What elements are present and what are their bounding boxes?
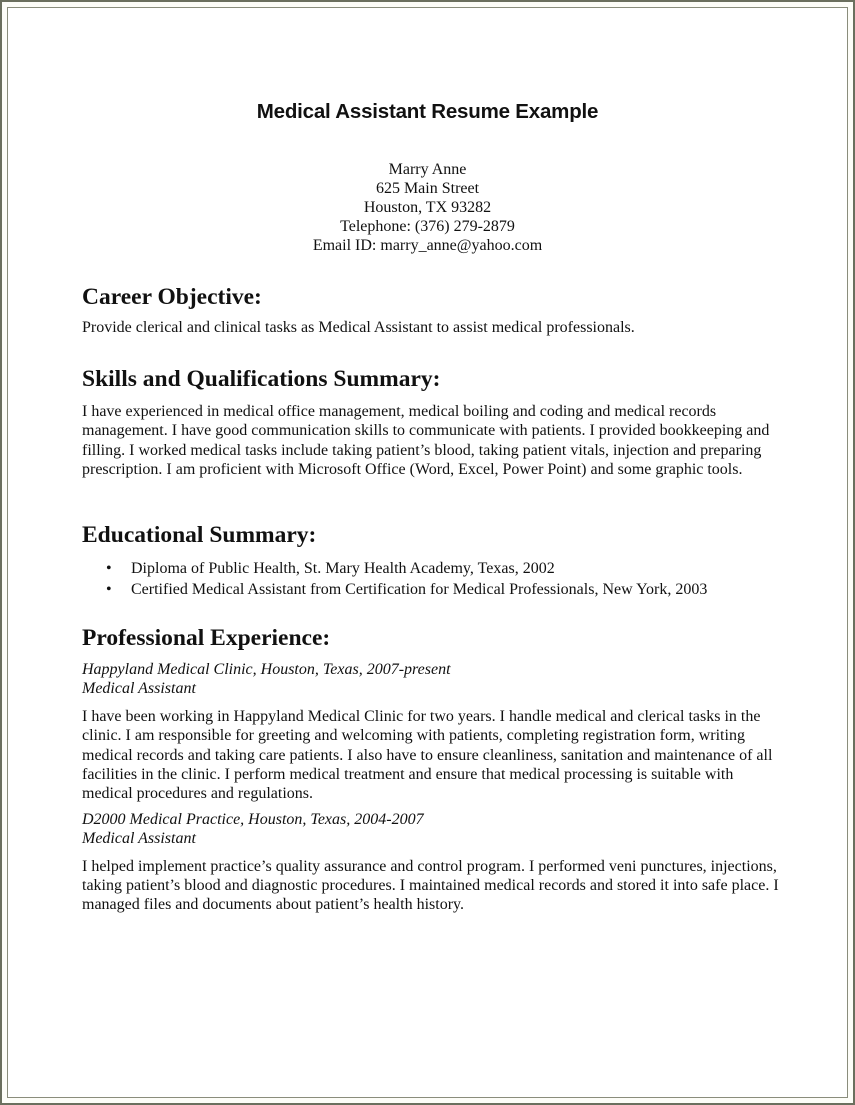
career-objective-text: Provide clerical and clinical tasks as Medical Assistant to assist medical professionals. bbox=[82, 319, 635, 336]
experience-section bbox=[82, 624, 782, 915]
job-employer: D2000 Medical Practice, Houston, Texas, 2004-2007 bbox=[82, 810, 424, 828]
education-list bbox=[82, 558, 782, 600]
experience-heading: Professional Experience: bbox=[82, 625, 331, 651]
skills-text: I have experienced in medical office management, medical boiling and coding and medical records management. I have good communication skills to communicate with patients. I provided bookkeeping and filling. I worked medical tasks include taking patient’s blood, taking patient vitals, injection and preparing prescription. I am proficient with Microsoft Office (Word, Excel, Power Point) and some graphic tools. bbox=[82, 403, 770, 479]
career-objective-section bbox=[82, 283, 782, 337]
job-description: I have been working in Happyland Medical Clinic for two years. I handle medical and clerical tasks in the clinic. I am responsible for greeting and welcoming with patients, completing registration form, writing medical records and taking care patients. I also have to ensure cleanliness, sanitation and maintenance of all facilities in the clinic. I perform medical treatment and ensure that medical processing is suitable with medical procedures and regulations. bbox=[82, 707, 773, 803]
job-role: Medical Assistant bbox=[82, 830, 196, 848]
education-list-item bbox=[106, 558, 782, 579]
bullet-icon: • bbox=[106, 581, 112, 598]
contact-email: Email ID: marry_anne@yahoo.com bbox=[312, 237, 543, 254]
career-objective-heading: Career Objective: bbox=[82, 284, 262, 310]
bullet-icon: • bbox=[106, 560, 112, 577]
education-heading: Educational Summary: bbox=[82, 522, 317, 548]
skills-section bbox=[82, 365, 782, 480]
education-list-item bbox=[106, 579, 782, 600]
job-employer: Happyland Medical Clinic, Houston, Texas, 2007-present bbox=[82, 661, 451, 678]
education-section bbox=[82, 521, 782, 600]
document-title: Medical Assistant Resume Example bbox=[256, 100, 599, 123]
education-item-text: Diploma of Public Health, St. Mary Health Academy, Texas, 2002 bbox=[131, 560, 555, 577]
skills-heading: Skills and Qualifications Summary: bbox=[82, 366, 441, 392]
contact-name: Marry Anne bbox=[388, 161, 467, 178]
contact-block bbox=[0, 160, 855, 255]
contact-city-state-zip: Houston, TX 93282 bbox=[363, 199, 492, 216]
contact-telephone: Telephone: (376) 279-2879 bbox=[340, 218, 515, 235]
education-item-text: Certified Medical Assistant from Certification for Medical Professionals, New York, 2003 bbox=[131, 581, 708, 598]
job-description: I helped implement practice’s quality assurance and control program. I performed veni punctures, injections, taking patient’s blood and diagnostic procedures. I maintained medical records and stored it into safe place. I managed files and documents about patient’s health history. bbox=[82, 857, 779, 914]
contact-street: 625 Main Street bbox=[375, 180, 480, 197]
job-role: Medical Assistant bbox=[82, 680, 196, 698]
